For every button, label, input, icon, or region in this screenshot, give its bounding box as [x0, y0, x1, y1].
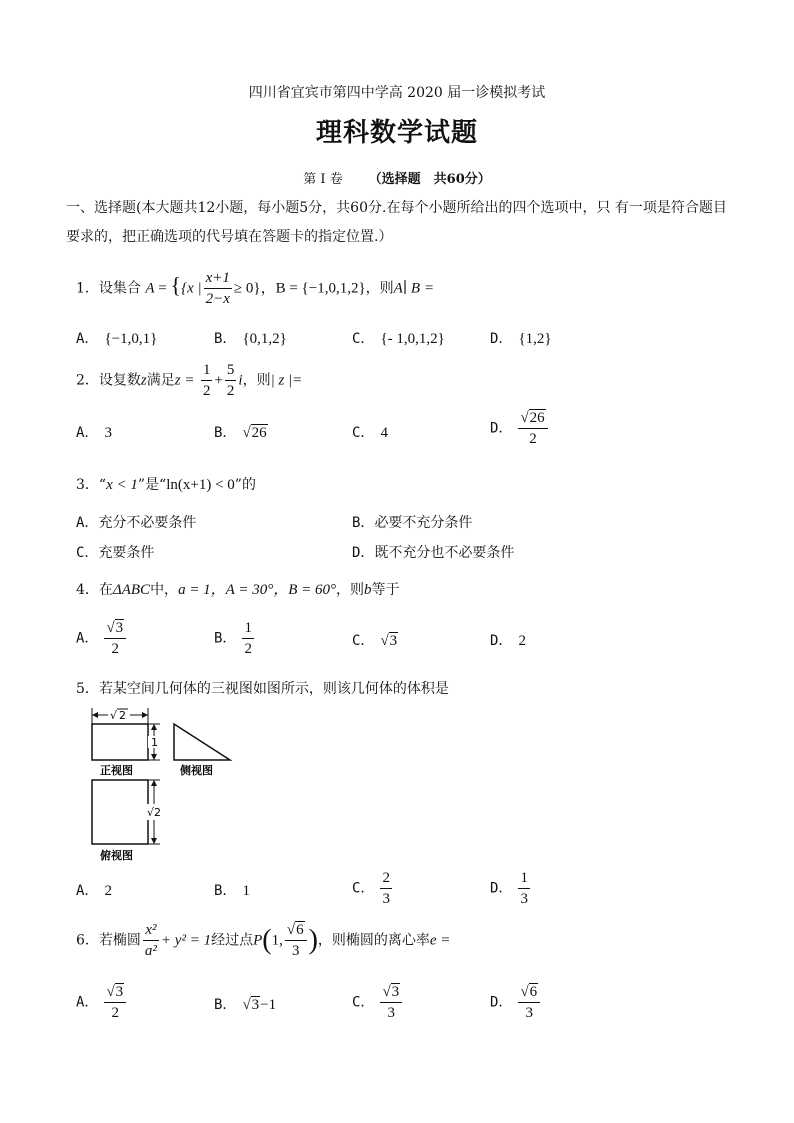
svg-text:1: 1 — [151, 736, 158, 749]
q3-option-b[interactable]: B．必要不充分条件 — [352, 515, 473, 531]
question-text: 设集合 — [98, 280, 141, 297]
question-2: 2．设复数z满足z = $\frac{1}{2}$ + $\frac{5}{2}$ i，则| z |= — [76, 362, 303, 399]
section-note: （选择题 共60分） — [368, 172, 491, 187]
top-view-label: 俯视图 — [100, 849, 133, 862]
fraction: $\frac{5}{2}$ — [226, 362, 235, 399]
q2-option-c[interactable]: C． 4 — [352, 425, 388, 441]
section-label: 第 I 卷 — [303, 172, 343, 187]
q5-option-b[interactable]: B． 1 — [214, 883, 250, 899]
section-heading — [0, 168, 794, 187]
q2-option-a[interactable]: A． 3 — [76, 425, 112, 441]
question-6: 6．若椭圆 $\frac{\text{x²}}{\text{a²}}$ + y² = 1经过点P(1, $\frac{√6}{3}$ )，则椭圆的离心率e = — [76, 922, 451, 959]
q1-option-b[interactable]: B． {0,1,2} — [214, 331, 287, 347]
question-5 — [76, 678, 449, 698]
question-number: 1． — [76, 280, 99, 297]
front-view-label: 正视图 — [100, 764, 133, 777]
exam-title: 理科数学试题 — [315, 118, 478, 148]
fraction: $\frac{1}{2}$ — [202, 362, 211, 399]
q1-option-c[interactable]: C． {- 1,0,1,2} — [352, 331, 445, 347]
q3-option-a[interactable]: A．充分不必要条件 — [76, 515, 197, 531]
svg-text:√: √ — [147, 806, 155, 819]
side-view-label: 侧视图 — [180, 764, 213, 777]
fraction: $\frac{x+1}{2-x}$ — [205, 270, 230, 307]
q6-option-b[interactable]: B． √3−1 — [214, 997, 277, 1013]
svg-text:2: 2 — [119, 709, 126, 722]
question-1: 1．设集合 A = {{x | $\frac{x+1}{2-x}$ ≥ 0}，B = {−1,0,1,2}，则A∣ B = — [76, 270, 434, 307]
q5-option-d[interactable]: D． $\frac{1}{3}$ — [490, 870, 528, 907]
question-3: 3．“x < 1”是“ln(x+1) < 0”的 — [76, 477, 256, 493]
math-expr: A∣ B = — [393, 280, 434, 297]
exam-subtitle: 四川省宜宾市第四中学高 2020 届一诊模拟考试 — [248, 85, 546, 101]
q6-option-d[interactable]: D． $\frac{√6}{3}$ — [490, 984, 542, 1021]
question-number: 6． — [76, 932, 99, 949]
math-expr: ，B = {−1,0,1,2} — [260, 280, 366, 297]
q6-option-a[interactable]: A． $\frac{√3}{2}$ — [76, 984, 128, 1021]
q2-option-b[interactable]: B． √26 — [214, 425, 267, 441]
q1-option-d[interactable]: D． {1,2} — [490, 331, 552, 347]
q4-option-b[interactable]: B． $\frac{1}{2}$ — [214, 620, 252, 657]
svg-text:√: √ — [110, 709, 118, 722]
svg-text:2: 2 — [154, 806, 161, 819]
question-number: 4． — [76, 582, 99, 598]
q3-option-c[interactable]: C．充要条件 — [76, 545, 155, 561]
question-number: 2． — [76, 372, 99, 389]
q5-option-c[interactable]: C． $\frac{2}{3}$ — [352, 870, 390, 907]
front-view-diagram — [92, 708, 160, 777]
math-expr: {x | — [181, 280, 202, 297]
q4-option-c[interactable]: C． √3 — [352, 633, 398, 649]
q2-option-d[interactable]: D． $\frac{√26}{2}$ — [490, 410, 550, 447]
top-view-diagram — [92, 780, 161, 862]
q6-option-c[interactable]: C． $\frac{√3}{3}$ — [352, 984, 404, 1021]
q4-option-a[interactable]: A． $\frac{√3}{2}$ — [76, 620, 128, 657]
three-view-figure — [84, 704, 244, 864]
question-4: 4．在ΔABC中，a = 1，A = 30°，B = 60°，则b等于 — [76, 582, 400, 598]
q4-option-d[interactable]: D． 2 — [490, 633, 526, 649]
question-text: ，则 — [365, 280, 394, 297]
q5-option-a[interactable]: A． 2 — [76, 883, 112, 899]
q1-option-a[interactable]: A． {−1,0,1} — [76, 331, 158, 347]
q3-option-d[interactable]: D．既不充分也不必要条件 — [352, 545, 515, 561]
math-var: A — [145, 280, 155, 297]
math-expr: ≥ 0} — [233, 280, 261, 297]
instructions: 一、选择题(本大题共12小题，每小题5分，共60分.在每个小题所给出的四个选项中，只 有一项是符合题目要求的，把正确选项的代号填在答题卡的指定位置.） — [66, 200, 727, 245]
question-number: 5． — [76, 681, 99, 697]
question-text: 若某空间几何体的三视图如图所示，则该几何体的体积是 — [98, 681, 449, 697]
side-view-diagram — [174, 724, 230, 777]
question-number: 3． — [76, 477, 99, 493]
